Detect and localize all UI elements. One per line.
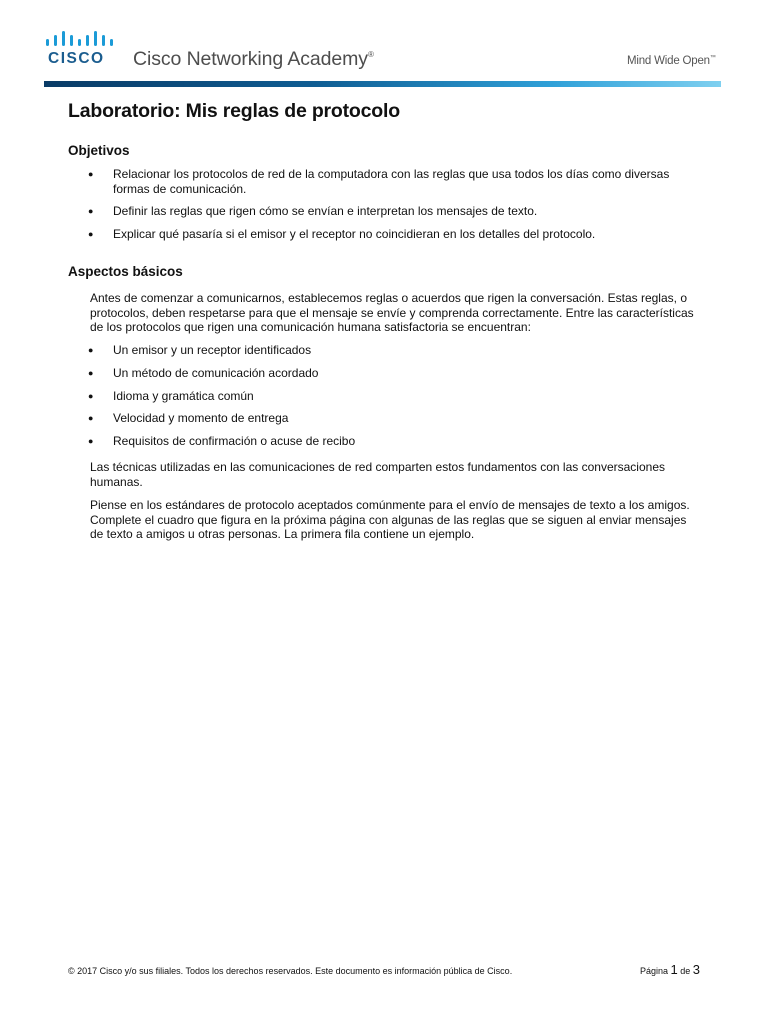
page-label: Página <box>639 966 668 976</box>
list-item: ● Definir las reglas que rigen cómo se envían e interpretan los mensajes de texto. <box>68 204 700 219</box>
list-item: ● Un emisor y un receptor identificados <box>68 343 700 358</box>
list-item: ● Relacionar los protocolos de red de la computadora con las reglas que usa todos los días como diversas formas de comunicación. <box>68 167 700 196</box>
cisco-wordmark: CISCO <box>48 50 105 67</box>
list-item: ● Un método de comunicación acordado <box>68 366 700 381</box>
registered-mark: ® <box>367 50 374 59</box>
list-item: ● Requisitos de confirmación o acuse de recibo <box>68 434 700 449</box>
page-current: 1 <box>670 962 678 977</box>
academy-text: Cisco Networking Academy <box>133 48 368 70</box>
objetivos-list <box>68 167 700 249</box>
page-title: Laboratorio: Mis reglas de protocolo <box>68 100 400 122</box>
header-divider <box>44 81 721 87</box>
trademark-mark: ™ <box>709 55 716 61</box>
cisco-bridge-icon <box>44 30 116 48</box>
aspectos-intro: Antes de comenzar a comunicarnos, establecemos reglas o acuerdos que rigen la conversación. Estas reglas, o protocolos, deben respetarse para que el mensaje se envíe y comprenda correctamente. Entre las características de los protocolos que rigen una comunicación humana satisfactoria se encuentran: <box>90 291 694 334</box>
page-of: de <box>680 966 691 976</box>
aspectos-list <box>68 343 700 457</box>
aspectos-heading: Aspectos básicos <box>68 264 183 279</box>
page-footer <box>68 962 700 978</box>
objetivos-heading: Objetivos <box>68 143 130 158</box>
academy-name <box>133 48 374 71</box>
copyright-notice: © 2017 Cisco y/o sus filiales. Todos los derechos reservados. Este documento es información pública de Cisco. <box>68 966 513 976</box>
tagline <box>627 55 716 67</box>
list-item: ● Explicar qué pasaría si el emisor y el receptor no coincidieran en los detalles del protocolo. <box>68 227 700 242</box>
cisco-logo <box>44 30 116 70</box>
document-body <box>68 100 700 541</box>
tagline-text: Mind Wide Open <box>627 55 710 67</box>
list-item: ● Velocidad y momento de entrega <box>68 411 700 426</box>
aspectos-paragraph-2: Las técnicas utilizadas en las comunicaciones de red comparten estos fundamentos con las conversaciones humanas. <box>90 460 665 489</box>
page-header <box>0 0 768 86</box>
list-item: ● Idioma y gramática común <box>68 389 700 404</box>
page-number <box>640 962 700 977</box>
page-total: 3 <box>692 962 700 977</box>
aspectos-paragraph-3: Piense en los estándares de protocolo aceptados comúnmente para el envío de mensajes de texto a los amigos. Complete el cuadro que figura en la próxima página con algunas de las reglas que se siguen al enviar mensajes de texto a amigos u otras personas. La primera fila contiene un ejemplo. <box>90 498 690 541</box>
